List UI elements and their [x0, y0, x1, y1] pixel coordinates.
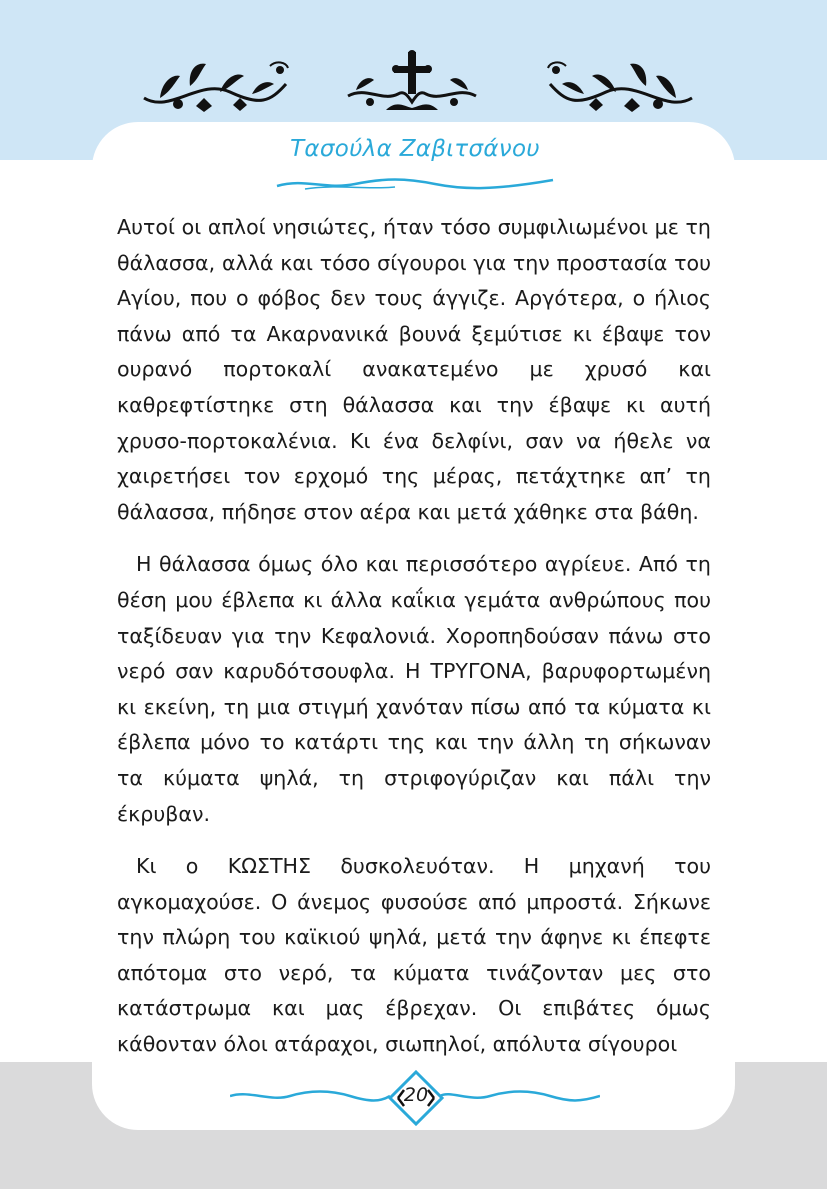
- floral-vine-icon-left: [140, 58, 290, 114]
- floral-vine-icon-right: [546, 58, 696, 114]
- wave-underline-icon: [275, 176, 555, 196]
- paragraph: Κι ο ΚΩΣΤΗΣ δυσκολευόταν. Η μηχανή του αγκομαχούσε. Ο άνεμος φυσούσε από μπροστά. Σήκωνε την πλώρη του καϊκιού ψηλά, μετά την άφηνε κι έπεφτε απότομα στο νερό, τα κύματα τινάζονταν μες στο κατάστρωμα και μας έβρεχαν. Οι επιβάτες όμως κάθονταν όλοι ατάραχοι, σιωπηλοί, απόλυτα σίγουροι: [117, 854, 711, 1057]
- paragraph: Η θάλασσα όμως όλο και περισσότερο αγρίευε. Από τη θέση μου έβλεπα κι άλλα καΐκια γεμάτα ανθρώπους που ταξίδευαν για την Κεφαλονιά. Χοροπηδούσαν πάνω στο νερό σαν καρυδότσουφλα. Η ΤΡΥΓΟΝΑ, βαρυφορτωμένη κι εκείνη, τη μια στιγμή χανόταν πίσω από τα κύματα κι έβλεπα μόνο το κατάρτι της και την άλλη τη σήκωναν τα κύματα ψηλά, τη στριφογύριζαν και πάλι την έκρυβαν.: [117, 552, 711, 826]
- page-number: 20: [403, 1084, 429, 1106]
- body-text: [117, 210, 711, 1080]
- cross-ornament-icon: [342, 50, 482, 116]
- author-name: Τασούλα Ζαβιτσάνου: [290, 136, 540, 162]
- page-footer: [230, 1068, 600, 1128]
- paragraph: Αυτοί οι απλοί νησιώτες, ήταν τόσο συμφιλιωμένοι με τη θάλασσα, αλλά και τόσο σίγουροι για την προστασία του Αγίου, που ο φόβος δεν τους άγγιζε. Αργότερα, ο ήλιος πάνω από τα Ακαρνανικά βουνά ξεμύτισε κι έβαψε τον ουρανό πορτοκαλί ανακατεμένο με χρυσό και καθρεφτίστηκε στη θάλασσα και την έβαψε κι αυτή χρυσο-πορτοκαλένια. Κι ένα δελφίνι, σαν να ήθελε να χαιρετήσει τον ερχομό της μέρας, πετάχτηκε απ’ τη θάλασσα, πήδησε στον αέρα και μετά χάθηκε στα βάθη.: [117, 215, 711, 524]
